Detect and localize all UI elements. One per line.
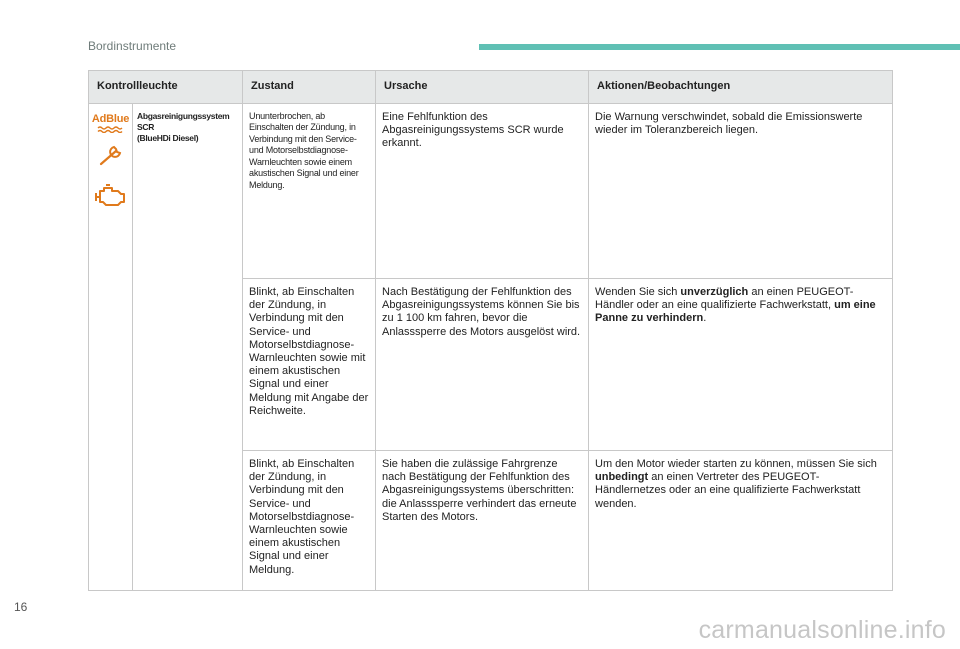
ursache-text: Nach Bestätigung der Fehlfunktion des Abgasreinigungssystems können Sie bis zu 1 100 km fahren, bevor die Anlasssperre des Motors ausgelöst wird. — [382, 286, 581, 338]
system-name-line-2: SCR — [137, 122, 155, 133]
aktion-text: Die Warnung verschwindet, sobald die Emissionswerte wieder im Toleranzbereich liegen. — [595, 111, 863, 137]
section-title: Bordinstrumente — [88, 39, 177, 53]
system-name-line-3: (BlueHDi Diesel) — [137, 133, 199, 144]
zustand-cell — [243, 104, 376, 279]
indicator-icons-cell — [89, 104, 133, 591]
section-accent-bar — [479, 44, 960, 50]
zustand-text: Ununterbrochen, ab Einschalten der Zündung, in Verbindung mit den Service- und Motorselbstdiagnose-Warnleuchten sowie einem akustischen Signal und einer Meldung. — [249, 111, 359, 190]
aktion-text: Um den Motor wieder starten zu können, müssen Sie sich unbedingt an einen Vertreter des PEUGEOT-Händlernetzes oder an eine qualifizierte Fachwerkstatt wenden. — [595, 458, 877, 510]
engine-icon — [94, 181, 128, 209]
zustand-text: Blinkt, ab Einschalten der Zündung, in Verbindung mit den Service- und Motorselbstdiagnose-Warnleuchten sowie mit einem akustischen Signal und einer Meldung mit Angabe der Reichweite. — [249, 286, 369, 417]
aktion-cell — [589, 451, 893, 591]
col-header-kontrollleuchte: Kontrollleuchte — [89, 71, 243, 104]
ursache-text: Eine Fehlfunktion des Abgasreinigungssystems SCR wurde erkannt. — [382, 111, 564, 150]
ursache-cell — [376, 451, 589, 591]
system-name-cell — [133, 104, 243, 591]
zustand-cell — [243, 279, 376, 451]
ursache-cell — [376, 279, 589, 451]
ursache-cell — [376, 104, 589, 279]
aktion-cell — [589, 279, 893, 451]
table-header-row — [89, 71, 893, 104]
aktion-text: Wenden Sie sich unverzüglich an einen PEUGEOT-Händler oder an eine qualifizierte Fachwerkstatt, um eine Panne zu verhindern. — [595, 286, 876, 325]
page-number: 16 — [14, 600, 28, 614]
aktion-cell — [589, 104, 893, 279]
col-header-ursache: Ursache — [376, 71, 589, 104]
watermark: carmanualsonline.info — [698, 616, 946, 644]
zustand-text: Blinkt, ab Einschalten der Zündung, in Verbindung mit den Service- und Motorselbstdiagnose-Warnleuchten sowie einem akustischen Signal und einer Meldung. — [249, 458, 355, 576]
system-name-line-1: Abgasreinigungssystem — [137, 111, 230, 121]
table-row — [89, 104, 893, 279]
adblue-wave-icon — [96, 125, 126, 133]
col-header-zustand: Zustand — [243, 71, 376, 104]
zustand-cell — [243, 451, 376, 591]
col-header-aktionen: Aktionen/Beobachtungen — [589, 71, 893, 104]
ursache-text: Sie haben die zulässige Fahrgrenze nach Bestätigung der Fehlfunktion des Abgasreinigungssystems überschritten: die Anlasssperre verhindert das erneute Starten des Motors. — [382, 458, 577, 523]
warning-lights-table — [88, 70, 893, 591]
wrench-icon — [96, 141, 126, 171]
adblue-icon: AdBlue — [89, 114, 132, 133]
